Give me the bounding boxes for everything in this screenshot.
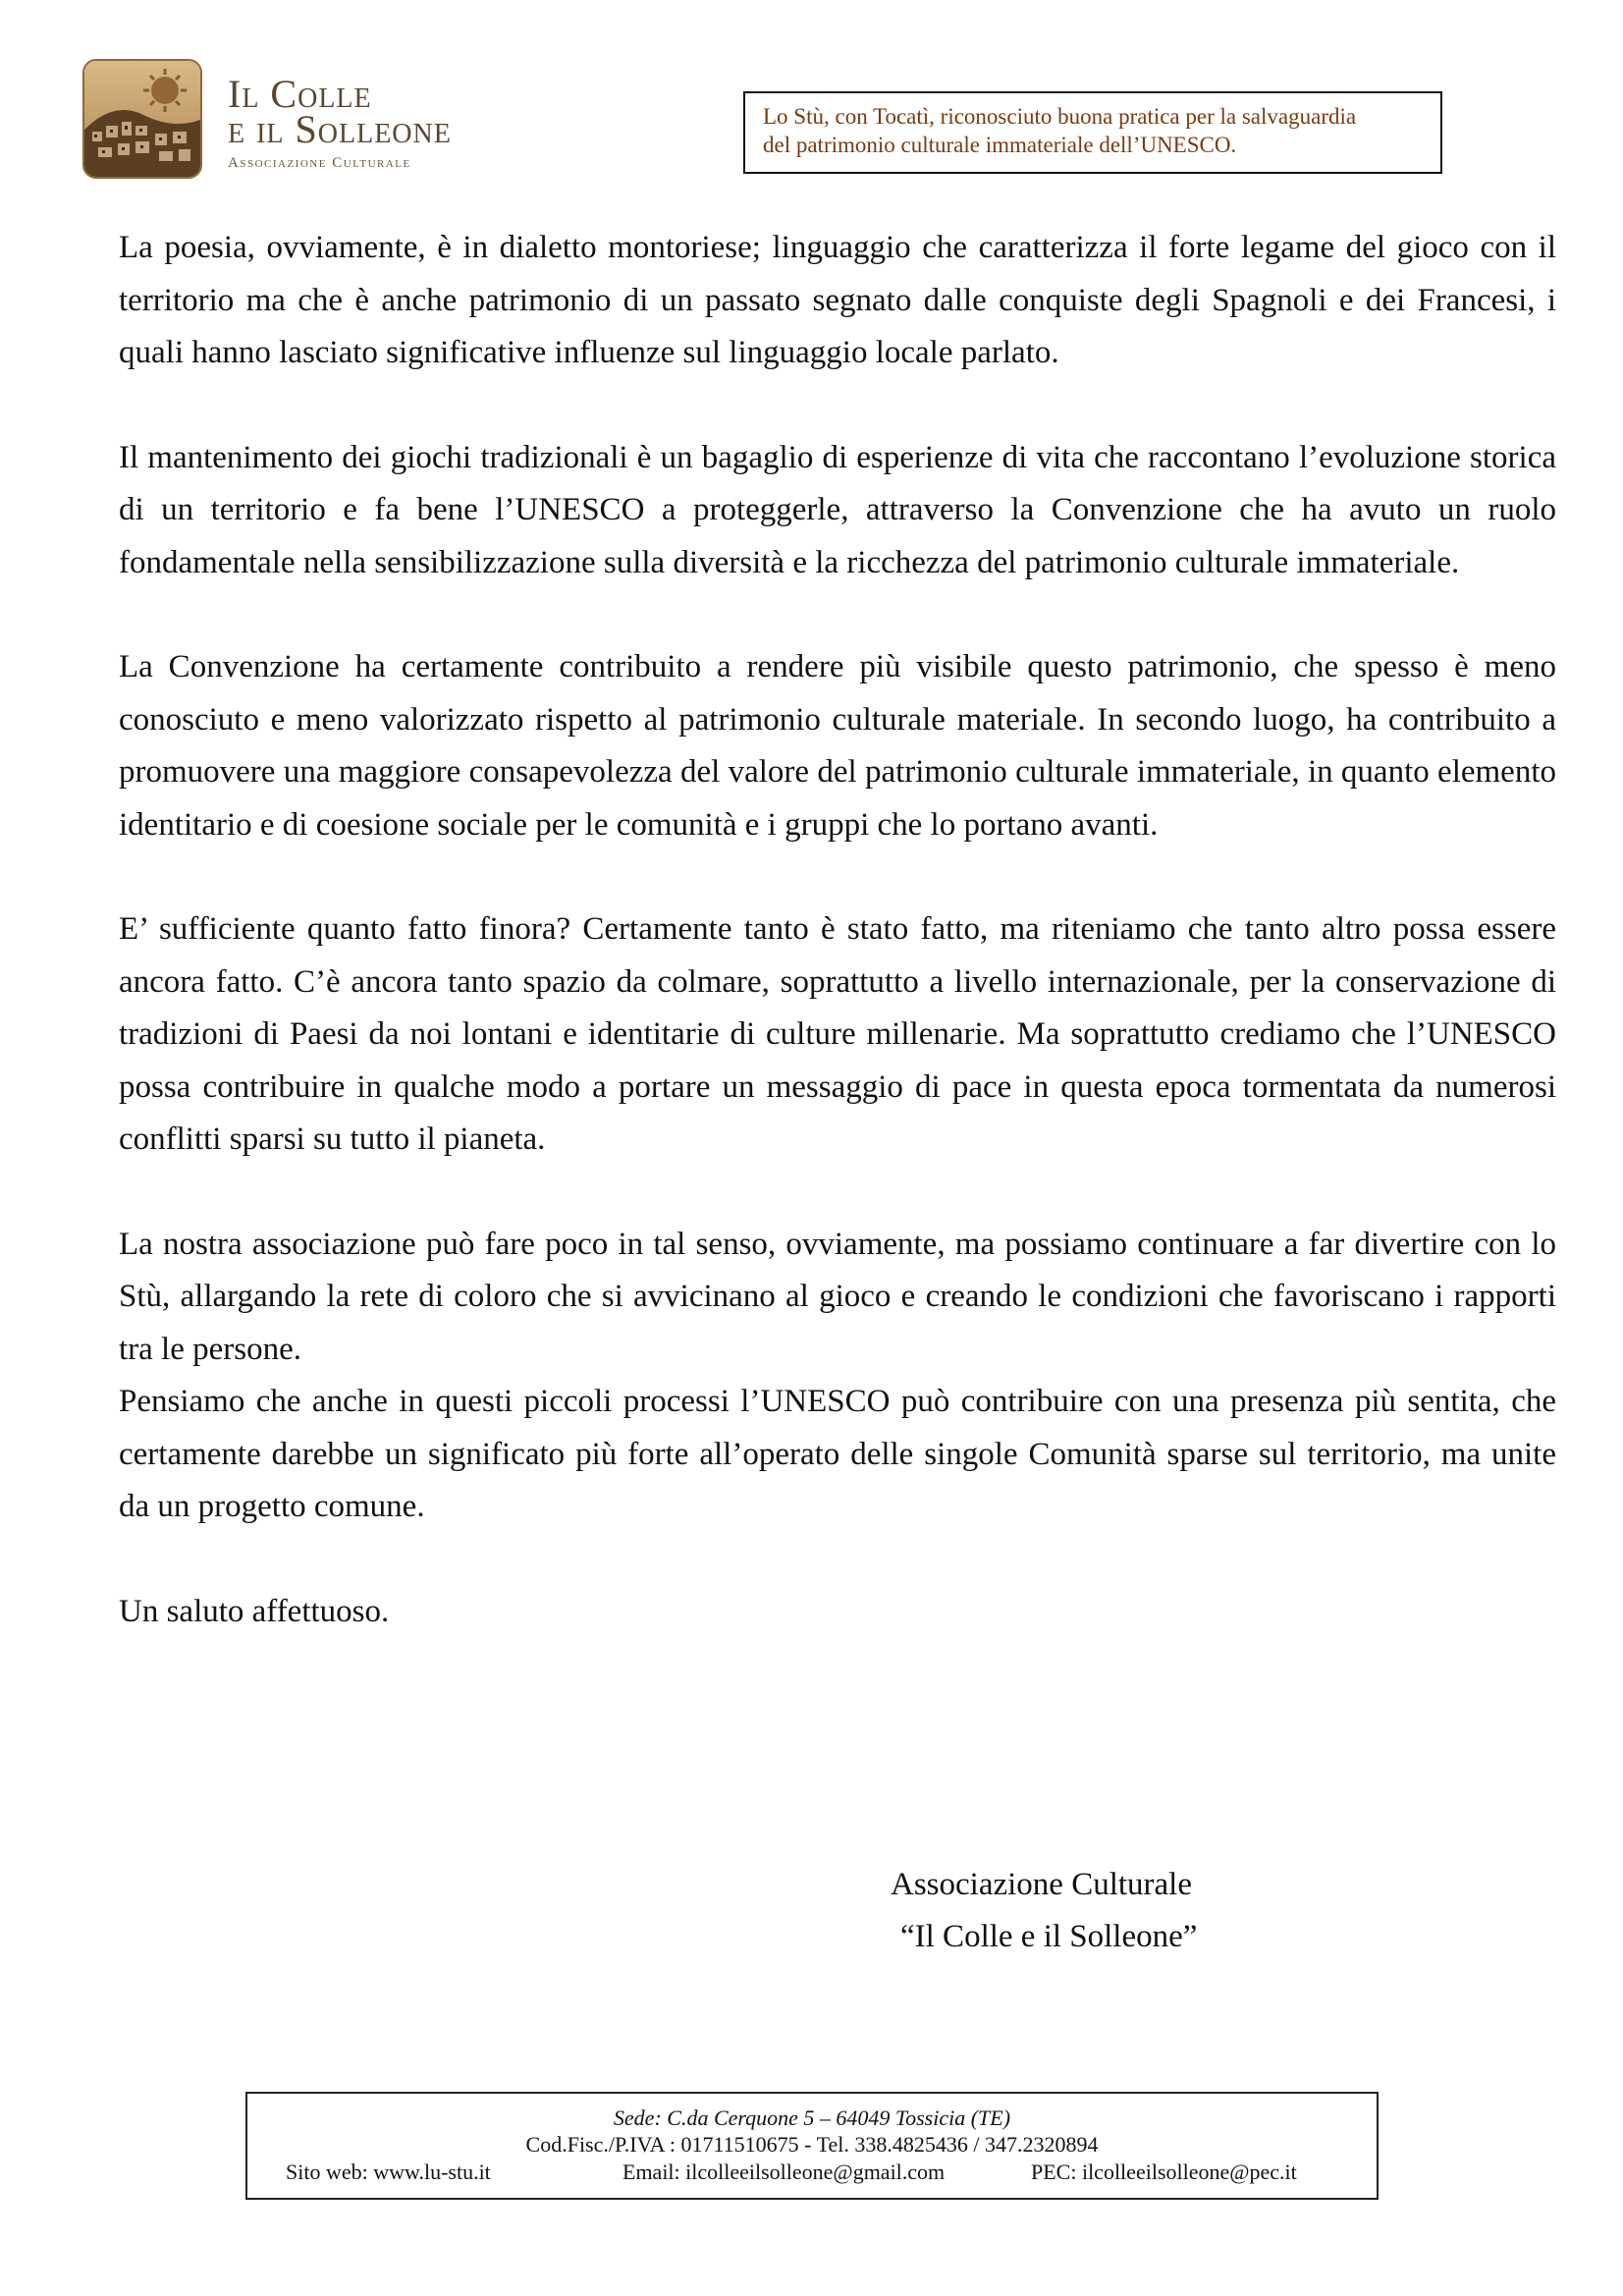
paragraph-dialect: La poesia, ovviamente, è in dialetto montoriese; linguaggio che caratterizza il forte legame del gioco con il territorio ma che è anche patrimonio di un passato segnato dalle conquiste degli Spagnoli e dei Francesi, i quali hanno lasciato significative influenze sul linguaggio locale parlato. — [119, 230, 1556, 370]
logo-title-line2: e il Solleone — [228, 107, 452, 151]
paragraph-traditional-games: Il mantenimento dei giochi tradizionali è un bagaglio di esperienze di vita che raccontano l’evoluzione storica di un territorio e fa bene l’UNESCO a proteggerle, attraverso la Convenzione che ha avuto un ruolo fondamentale nella sensibilizzazione sulla diversità e la ricchezza del patrimonio culturale immateriale. — [119, 439, 1556, 580]
association-logo — [82, 59, 514, 179]
paragraph-processes: Pensiamo che anche in questi piccoli processi l’UNESCO può contribuire con una presenza più sentita, che certamente darebbe un significato più forte all’operato delle singole Comunità sparse sul territorio, ma unite da un progetto comune. — [119, 1384, 1556, 1524]
paragraph-convention: La Convenzione ha certamente contribuito a rendere più visibile questo patrimonio, che spesso è meno conosciuto e meno valorizzato rispetto al patrimonio culturale materiale. In secondo luogo, ha contribuito a promuovere una maggiore consapevolezza del valore del patrimonio culturale immateriale, in quanto elemento identitario e di coesione sociale per le comunità e i gruppi che lo portano avanti. — [119, 649, 1556, 843]
footer-address: Sede: C.da Cerquone 5 – 64049 Tossicia (TE) — [613, 2105, 1011, 2130]
paragraph-sufficient: E’ sufficiente quanto fatto finora? Certamente tanto è stato fatto, ma riteniamo che tanto altro possa essere ancora fatto. C’è ancora tanto spazio da colmare, soprattutto a livello internazionale, per la conservazione di tradizioni di Paesi da noi lontani e identitarie di culture millenarie. Ma soprattutto crediamo che l’UNESCO possa contribuire in qualche modo a portare un messaggio di pace in questa epoca tormentata da numerosi conflitti sparsi su tutto il pianeta. — [119, 911, 1556, 1157]
logo-subtitle: Associazione Culturale — [228, 155, 411, 171]
logo-wordmark — [228, 72, 452, 172]
closing-greeting: Un saluto affettuoso. — [119, 1593, 390, 1629]
notice-line-2: del patrimonio culturale immateriale dell’UNESCO. — [763, 133, 1237, 157]
hill-town-emblem-graphic — [84, 61, 200, 177]
letter-body — [119, 222, 1556, 1690]
footer-contact-box — [245, 2092, 1379, 2200]
notice-line-1: Lo Stù, con Tocatì, riconosciuto buona pratica per la salvaguardia — [763, 104, 1357, 129]
signature-line-2: “Il Colle e il Solleone” — [900, 1919, 1198, 1954]
footer-website: Sito web: www.lu-stu.it — [286, 2159, 491, 2184]
footer-email: Email: ilcolleeilsolleone@gmail.com — [622, 2159, 946, 2184]
logo-title-line1: Il Colle — [228, 72, 372, 116]
signature-line-1: Associazione Culturale — [891, 1867, 1192, 1902]
hill-town-emblem-icon — [82, 59, 202, 179]
paragraph-association: La nostra associazione può fare poco in tal senso, ovviamente, ma possiamo continuare a far divertire con lo Stù, allargando la rete di coloro che si avvicinano al gioco e creando le condizioni che favoriscano i rapporti tra le persone. — [119, 1226, 1556, 1367]
unesco-notice-box — [743, 91, 1442, 174]
footer-pec: PEC: ilcolleeilsolleone@pec.it — [1031, 2159, 1297, 2184]
footer-tax-phone: Cod.Fisc./P.IVA : 01711510675 - Tel. 338.4825436 / 347.2320894 — [525, 2132, 1099, 2157]
signature-block — [891, 1859, 1197, 1963]
